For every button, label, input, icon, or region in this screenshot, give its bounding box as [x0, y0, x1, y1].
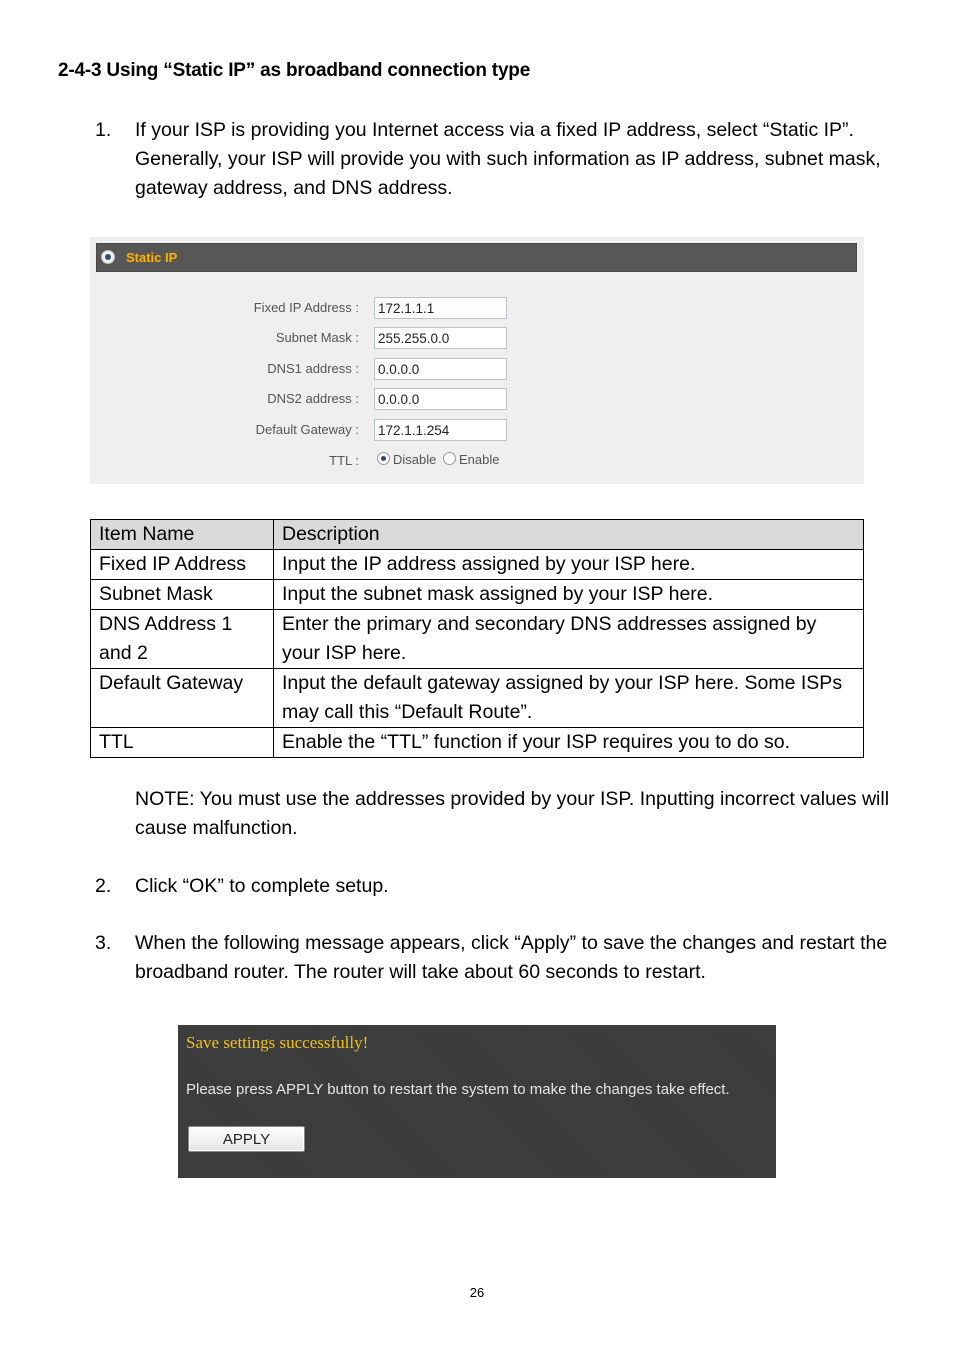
step-text: Click “OK” to complete setup.: [135, 875, 389, 897]
field-row-dns1: [90, 358, 864, 382]
table-header-description: Description: [274, 520, 864, 550]
field-row-dns2: [90, 388, 864, 412]
field-row-ttl: [90, 450, 864, 474]
item-description-table: [90, 519, 864, 758]
step-text: If your ISP is providing you Internet access via a fixed IP address, select “Static IP”. Generally, your ISP will provide you with such information as IP address, subnet mask, gateway address, and DNS address.: [135, 119, 881, 199]
ttl-enable-radio[interactable]: [443, 452, 456, 465]
table-cell-description: Input the IP address assigned by your ISP here.: [274, 550, 864, 580]
table-cell-description: Input the default gateway assigned by your ISP here. Some ISPs may call this “Default Route”.: [274, 669, 864, 728]
table-cell-item: Default Gateway: [91, 669, 274, 728]
ttl-label: TTL :: [329, 453, 359, 468]
subnet-mask-label: Subnet Mask :: [275, 330, 359, 345]
step-number: 1.: [95, 119, 112, 141]
table-cell-description: Enter the primary and secondary DNS addresses assigned by your ISP here.: [274, 610, 864, 669]
table-row: [91, 728, 864, 758]
fixed-ip-input[interactable]: [374, 297, 507, 319]
table-header-row: [91, 520, 864, 550]
dns1-label: DNS1 address :: [267, 361, 359, 376]
static-ip-title: Static IP: [126, 250, 178, 265]
step-text: When the following message appears, click “Apply” to save the changes and restart the broadband router. The router will take about 60 seconds to restart.: [135, 932, 888, 983]
dns1-input[interactable]: [374, 358, 507, 380]
field-row-fixed-ip: [90, 297, 864, 321]
ttl-options: [377, 452, 502, 467]
table-cell-item: DNS Address 1 and 2: [91, 610, 274, 669]
table-row: [91, 580, 864, 610]
static-ip-panel: [90, 237, 864, 484]
dns2-label: DNS2 address :: [267, 391, 359, 406]
ttl-disable-radio[interactable]: [377, 452, 390, 465]
table-row: [91, 550, 864, 580]
table-cell-description: Enable the “TTL” function if your ISP requires you to do so.: [274, 728, 864, 758]
table-cell-item: Fixed IP Address: [91, 550, 274, 580]
page-number: 26: [469, 1285, 485, 1300]
table-row: [91, 610, 864, 669]
apply-button[interactable]: APPLY: [188, 1126, 305, 1152]
fixed-ip-label: Fixed IP Address :: [253, 300, 359, 315]
step-number: 2.: [95, 875, 112, 897]
table-row: [91, 669, 864, 728]
ttl-disable-label[interactable]: Disable: [393, 452, 437, 467]
restart-message: Please press APPLY button to restart the system to make the changes take effect.: [186, 1081, 730, 1098]
dns2-input[interactable]: [374, 388, 507, 410]
step-number: 3.: [95, 932, 112, 954]
static-ip-header: [96, 243, 857, 272]
table-cell-item: TTL: [91, 728, 274, 758]
default-gateway-label: Default Gateway :: [255, 422, 359, 437]
save-settings-panel: [178, 1025, 776, 1178]
default-gateway-input[interactable]: [374, 419, 507, 441]
save-success-title: Save settings successfully!: [186, 1033, 369, 1052]
ttl-enable-label[interactable]: Enable: [458, 452, 500, 467]
field-row-default-gateway: [90, 419, 864, 443]
static-ip-radio[interactable]: [101, 250, 115, 264]
field-row-subnet-mask: [90, 327, 864, 351]
subnet-mask-input[interactable]: [374, 327, 507, 349]
section-heading: 2-4-3 Using “Static IP” as broadband connection type: [58, 60, 531, 81]
table-header-item-name: Item Name: [91, 520, 274, 550]
table-cell-item: Subnet Mask: [91, 580, 274, 610]
note-text: NOTE: You must use the addresses provided by your ISP. Inputting incorrect values will cause malfunction.: [135, 788, 890, 839]
table-cell-description: Input the subnet mask assigned by your ISP here.: [274, 580, 864, 610]
